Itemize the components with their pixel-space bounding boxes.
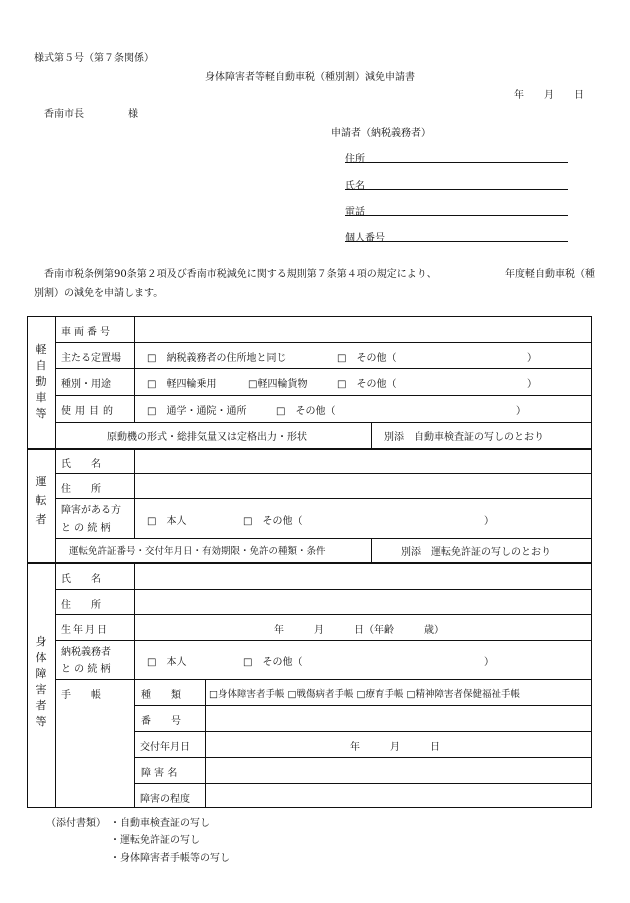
disability-name-input[interactable]: [208, 764, 588, 778]
driver-relation-label-a: 障害がある方: [61, 505, 121, 516]
driver-other-checkbox[interactable]: □ その他（: [243, 516, 303, 527]
birthdate-input[interactable]: 年 月 日（年齢 歳）: [274, 625, 444, 636]
storage-place-label: 主たる定置場: [61, 353, 121, 364]
attachments-heading: （添付書類）: [46, 818, 106, 829]
disabled-name-input[interactable]: [137, 570, 587, 584]
individual-number-line[interactable]: [345, 241, 568, 242]
body-text-year: 年度軽自動車税（種: [505, 269, 595, 280]
section-divider: [27, 562, 592, 564]
column-divider: [134, 316, 135, 422]
notebook-type-label: 種 類: [141, 690, 181, 701]
name-label: 氏名: [345, 181, 365, 192]
attachment-item: ・運転免許証の写し: [110, 835, 200, 846]
phone-line[interactable]: [345, 215, 568, 216]
notebook-issue-date-label: 交付年月日: [140, 742, 190, 753]
notebook-issue-date-input[interactable]: 年 月 日: [350, 742, 440, 753]
row-divider: [134, 757, 592, 758]
attachment-item: ・自動車検査証の写し: [110, 818, 210, 829]
row-divider: [134, 783, 592, 784]
row-divider: [55, 679, 592, 680]
driver-name-label: 氏 名: [61, 459, 101, 470]
birthdate-label: 生年月日: [61, 625, 109, 636]
disabled-address-input[interactable]: [137, 596, 587, 610]
driver-relation-label-b: と の 続 柄: [61, 523, 111, 534]
disability-name-label: 障 害 名: [141, 768, 178, 779]
type-passenger-checkbox[interactable]: □ 軽四輪乗用: [147, 379, 217, 390]
type-other-checkbox[interactable]: □ その他（: [337, 379, 397, 390]
disabled-address-label: 住 所: [61, 600, 101, 611]
form-title: 身体障害者等軽自動車税（種別割）減免申請書: [205, 72, 415, 83]
taxpayer-other-checkbox[interactable]: □ その他（: [243, 657, 303, 668]
section-divider: [27, 448, 592, 450]
type-cargo-checkbox[interactable]: □軽四輪貨物: [248, 379, 308, 390]
type-other-close: ）: [527, 379, 537, 390]
driver-name-input[interactable]: [137, 455, 587, 469]
purpose-label: 使用目的: [61, 406, 117, 417]
driver-address-label: 住 所: [61, 484, 101, 495]
notebook-type-checkboxes[interactable]: □身体障害者手帳 □戦傷病者手帳 □療育手帳 □精神障害者保健福祉手帳: [209, 689, 520, 700]
taxpayer-relation-label-b: と の 続 柄: [61, 664, 111, 675]
row-divider: [55, 640, 592, 641]
disability-degree-input[interactable]: [208, 790, 588, 804]
row-divider: [55, 473, 592, 474]
purpose-other-checkbox[interactable]: □ その他（: [276, 406, 336, 417]
row-divider: [55, 589, 592, 590]
address-line[interactable]: [345, 162, 568, 163]
addressee-name: 香南市長: [44, 109, 84, 120]
form-number: 様式第５号（第７条関係）: [34, 53, 154, 64]
address-label: 住所: [345, 154, 365, 165]
license-info-label: 運転免許証番号・交付年月日・有効期限・免許の種類・条件: [69, 546, 326, 557]
type-usage-label: 種別・用途: [61, 379, 111, 390]
applicant-heading: 申請者（納税義務者）: [331, 128, 431, 139]
driver-address-input[interactable]: [137, 480, 587, 494]
row-divider: [55, 538, 592, 539]
row-divider: [134, 705, 592, 706]
engine-info-label: 原動機の形式・総排気量又は定格出力・形状: [107, 432, 307, 443]
addressee-honorific: 様: [128, 109, 138, 120]
disability-degree-label: 障害の程度: [140, 794, 190, 805]
column-divider: [55, 316, 56, 808]
row-divider: [55, 614, 592, 615]
row-divider: [55, 395, 592, 396]
disabled-name-label: 氏 名: [61, 574, 101, 585]
row-divider: [55, 368, 592, 369]
column-divider: [371, 538, 372, 562]
column-divider: [205, 679, 206, 808]
row-divider: [55, 342, 592, 343]
row-divider: [55, 422, 592, 423]
section-label-disabled: 身体障害者等: [35, 635, 47, 728]
driver-other-close: ）: [484, 516, 494, 527]
body-text-line1: 香南市税条例第90条第２項及び香南市税減免に関する規則第７条第４項の規定により、: [44, 269, 437, 280]
taxpayer-self-checkbox[interactable]: □ 本人: [147, 657, 187, 668]
attachment-item: ・身体障害者手帳等の写し: [110, 853, 230, 864]
vehicle-inspection-attachment: 別添 自動車検査証の写しのとおり: [384, 432, 544, 443]
column-divider: [134, 562, 135, 808]
vehicle-number-input[interactable]: [137, 325, 587, 339]
date-field[interactable]: 年 月 日: [514, 90, 584, 101]
section-label-vehicle: 軽自動車等: [35, 343, 47, 420]
storage-same-checkbox[interactable]: □ 納税義務者の住所地と同じ: [147, 353, 287, 364]
purpose-other-close: ）: [516, 406, 526, 417]
body-text-line2: 別割）の減免を申請します。: [34, 288, 164, 299]
license-attachment: 別添 運転免許証の写しのとおり: [401, 547, 551, 558]
driver-self-checkbox[interactable]: □ 本人: [147, 516, 187, 527]
column-divider: [371, 422, 372, 448]
purpose-commute-checkbox[interactable]: □ 通学・通院・通所: [147, 406, 247, 417]
row-divider: [55, 498, 592, 499]
notebook-number-label: 番 号: [141, 716, 181, 727]
storage-other-checkbox[interactable]: □ その他（: [337, 353, 397, 364]
row-divider: [134, 731, 592, 732]
column-divider: [134, 448, 135, 538]
notebook-number-input[interactable]: [208, 712, 588, 726]
notebook-label: 手 帳: [61, 690, 101, 701]
section-label-driver: 運転者: [35, 475, 47, 526]
individual-number-label: 個人番号: [345, 233, 385, 244]
taxpayer-other-close: ）: [484, 657, 494, 668]
name-line[interactable]: [345, 189, 568, 190]
taxpayer-relation-label-a: 納税義務者: [61, 647, 111, 658]
vehicle-number-label: 車両番号: [61, 327, 113, 338]
phone-label: 電話: [345, 207, 365, 218]
storage-other-close: ）: [527, 353, 537, 364]
